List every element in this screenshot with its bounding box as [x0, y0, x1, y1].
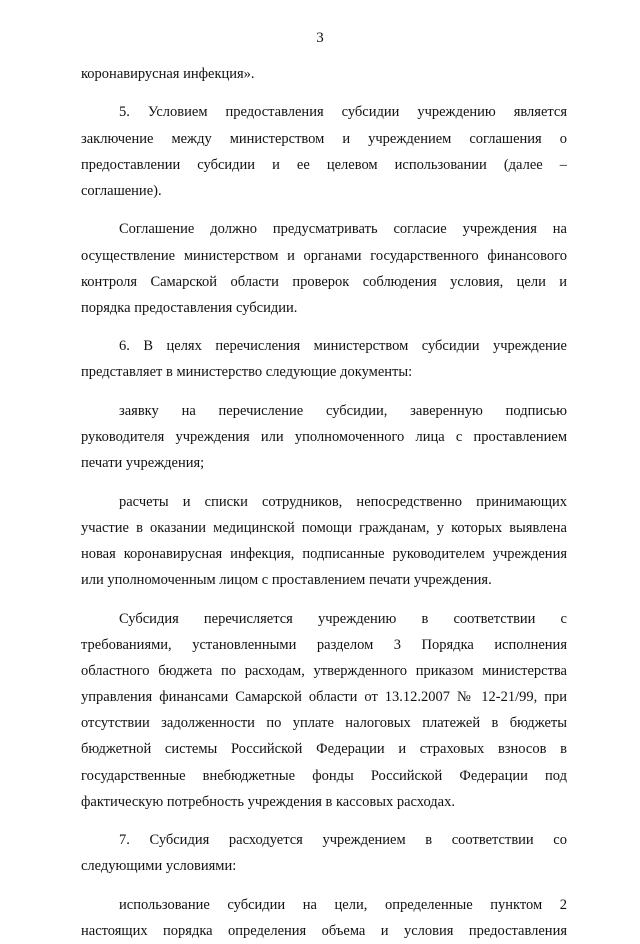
text-line: Субсидия перечисляется учреждению в соответствии с [119, 610, 567, 627]
paragraph-usage [81, 892, 567, 944]
text-line: соглашение). [81, 182, 162, 199]
text-line: расчеты и списки сотрудников, непосредственно принимающих [119, 493, 567, 510]
text-line: использование субсидии на цели, определенные пунктом 2 [119, 896, 567, 913]
paragraph-subsidy-transfer [81, 606, 567, 816]
text-line: заключение между министерством и учреждением соглашения о [81, 130, 567, 147]
paragraph-item-5 [81, 99, 567, 204]
text-line: требованиями, установленными разделом 3 Порядка исполнения [81, 636, 567, 653]
text-line: государственные внебюджетные фонды Российской Федерации под [81, 767, 567, 784]
text-line: отсутствии задолженности по уплате налоговых платежей в бюджеты [81, 715, 567, 732]
paragraph-agreement [81, 216, 567, 321]
text-line: порядка предоставления субсидии. [81, 299, 298, 316]
text-line: осуществление министерством и органами государственного финансового [81, 247, 567, 264]
text-line: заявку на перечисление субсидии, заверенную подписью [119, 402, 567, 419]
text-line: следующими условиями: [81, 858, 237, 875]
paragraph-calculations [81, 489, 567, 594]
text-line: коронавирусная инфекция». [81, 66, 255, 82]
paragraph-item-6 [81, 333, 567, 385]
text-line: 5. Условием предоставления субсидии учреждению является [119, 104, 567, 121]
text-line: предоставлении субсидии и ее целевом использовании (далее – [81, 156, 567, 173]
paragraph-application [81, 398, 567, 477]
text-line: фактическую потребность учреждения в кассовых расходах. [81, 793, 455, 810]
text-line: или уполномоченным лицом с проставлением печати учреждения. [81, 572, 492, 589]
text-line: представляет в министерство следующие документы: [81, 364, 413, 381]
paragraph-continuation [81, 61, 567, 87]
paragraph-item-7 [81, 827, 567, 879]
text-line: печати учреждения; [81, 455, 205, 472]
page-number: 3 [316, 30, 324, 46]
text-line: настоящих порядка определения объема и условия предоставления [81, 922, 567, 939]
text-line: новая коронавирусная инфекция, подписанные руководителем учреждения [81, 545, 567, 562]
text-line: руководителя учреждения или уполномоченного лица с проставлением [81, 429, 567, 445]
text-line: бюджетной системы Российской Федерации и страховых взносов в [81, 741, 567, 758]
text-line: областного бюджета по расходам, утвержденного приказом министерства [81, 662, 567, 679]
text-line: управления финансами Самарской области от 13.12.2007 № 12-21/99, при [81, 689, 567, 706]
document-body [81, 61, 567, 944]
text-line: контроля Самарской области проверок соблюдения условия, цели и [81, 273, 567, 290]
text-line: 6. В целях перечисления министерством субсидии учреждение [119, 338, 567, 355]
text-line: Соглашение должно предусматривать согласие учреждения на [119, 221, 567, 238]
text-line: участие в оказании медицинской помощи гражданам, у которых выявлена [81, 519, 567, 536]
text-line: 7. Субсидия расходуется учреждением в соответствии со [119, 832, 567, 849]
